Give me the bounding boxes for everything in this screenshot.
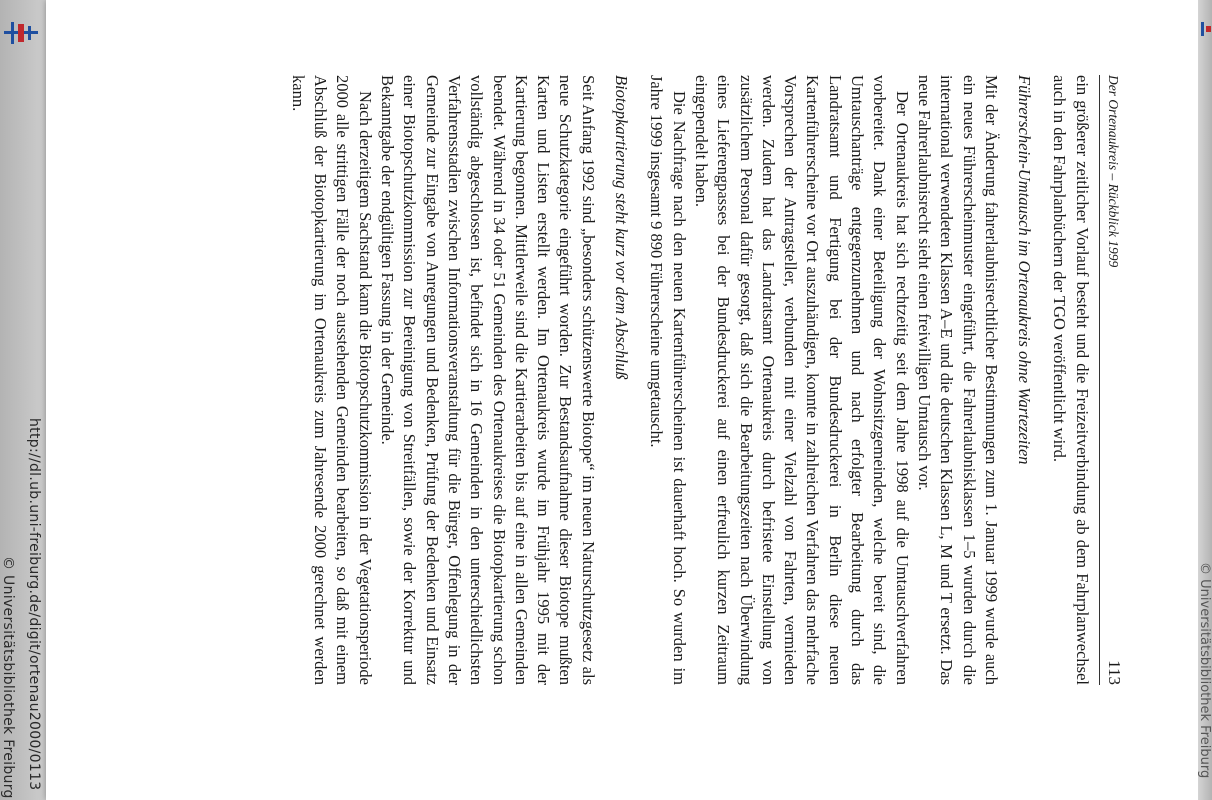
right-edge-copyright: © Universitätsbibliothek Freiburg: [1197, 562, 1212, 779]
section-heading-biotopkartierung: Biotopkartierung steht kurz vor dem Abschluß: [612, 75, 632, 380]
page-content: [287, 75, 1125, 685]
document-url-link[interactable]: http://dl.ub.uni-freiburg.de/digit/ortenau2000/0113: [26, 418, 42, 791]
running-title: Der Ortenaukreis – Rückblick 1999: [1106, 75, 1121, 268]
paragraph: Mit der Änderung fahrerlaubnisrechtlicher Bestimmungen zum 1. Januar 1999 wurde auch ein neues Führerscheinmuster eingeführt, die Fahrerlaubnisklassen 1–5 wurden durch die international verwendeten Klassen A–E und die deutschen Klassen L, M und T ersetzt. Das neue Fahrerlaubnisrecht sieht einen freiwilligen Umtausch vor.: [914, 75, 1001, 685]
paragraph: Der Ortenaukreis hat sich rechtzeitig seit dem Jahre 1998 auf die Umtauschverfahren vorbereitet. Dank einer Beteiligung der Wohnsitzgemeinden, welche bereit sind, die Umtauschanträge entgegenzunehmen und nach erfolgter Bearbeitung durch das Landratsamt und Fertigung bei der Bundesdruckerei in Berlin diese neuen Kartenführerscheine vor Ort auszuhändigen, konnte in zahlreichen Verfahren das mehrfache Vorsprechen der Antragsteller, verbunden mit einer Vielzahl von Fahrten, vermieden werden. Zudem hat das Landratsamt Ortenaukreis durch befristete Einstellung von zusätzlichem Personal dafür gesorgt, daß sich die Bearbeitungszeiten nach Überwindung eines Lieferengpasses bei der Bundesdruckerei auf einen erfreulich kurzen Zeitraum eingependelt haben.: [691, 75, 912, 685]
running-header: [1099, 75, 1125, 685]
paragraph: Seit Anfang 1992 sind „besonders schützenswerte Biotope“ im neuen Naturschutzgesetz als neue Schutzkategorie eingeführt worden. Zur Bestandsaufnahme dieser Biotope mußten Karten und Listen erstellt werden. Im Ortenaukreis wurde im Frühjahr 1995 mit der Kartierung begonnen. Mittlerweile sind die Kartierarbeiten bis auf eine in allen Gemeinden beendet. Während in 34 oder 51 Gemeinden des Ortenaukreises die Biotopkartierung schon vollständig abgeschlossen ist, befindet sich in 16 Gemeinden in den unterschiedlichsten Verfahrensstadien zwischen Informationsveranstaltung für die Bürger, Offenlegung in der Gemeinde zur Eingabe von Anregungen und Bedenken, Prüfung der Bedenken und Einsatz einer Biotopschutzkommission zur Bereinigung von Streitfällen, sowie der Korrektur und Bekanntgabe der endgültigen Fassung in der Gemeinde.: [378, 75, 598, 685]
ub-freiburg-logo-icon: [4, 22, 38, 44]
page-number: 113: [1105, 660, 1124, 685]
section-heading-fuehrerschein: Führerschein-Umtausch im Ortenaukreis ohne Wartezeiten: [1015, 75, 1035, 465]
copyright-notice: © Universitätsbibliothek Freiburg: [0, 556, 16, 799]
intro-paragraph: ein größerer zeitlicher Vorlauf besteht und die Freizeitverbindung ab dem Fahrplanwechsel auch in den Fahrplanbüchern der TGO veröffentlicht wird.: [1050, 75, 1092, 685]
paragraph: Nach derzeitigem Sachstand kann die Biotopschutzkommission in der Vegetationsperiode 2000 alle strittigen Fälle der noch ausstehenden Gemeinden bearbeiten, so daß mit einem Abschluß der Biotopkartierung im Ortenaukreis zum Jahresende 2000 gerechnet werden kann.: [288, 75, 375, 685]
ub-freiburg-logo-icon-right: [1199, 18, 1211, 40]
paragraph: Die Nachfrage nach den neuen Kartenführerscheinen ist dauerhaft hoch. So wurden im Jahre 1999 insgesamt 9 890 Führerscheine umgetauscht.: [647, 75, 689, 685]
